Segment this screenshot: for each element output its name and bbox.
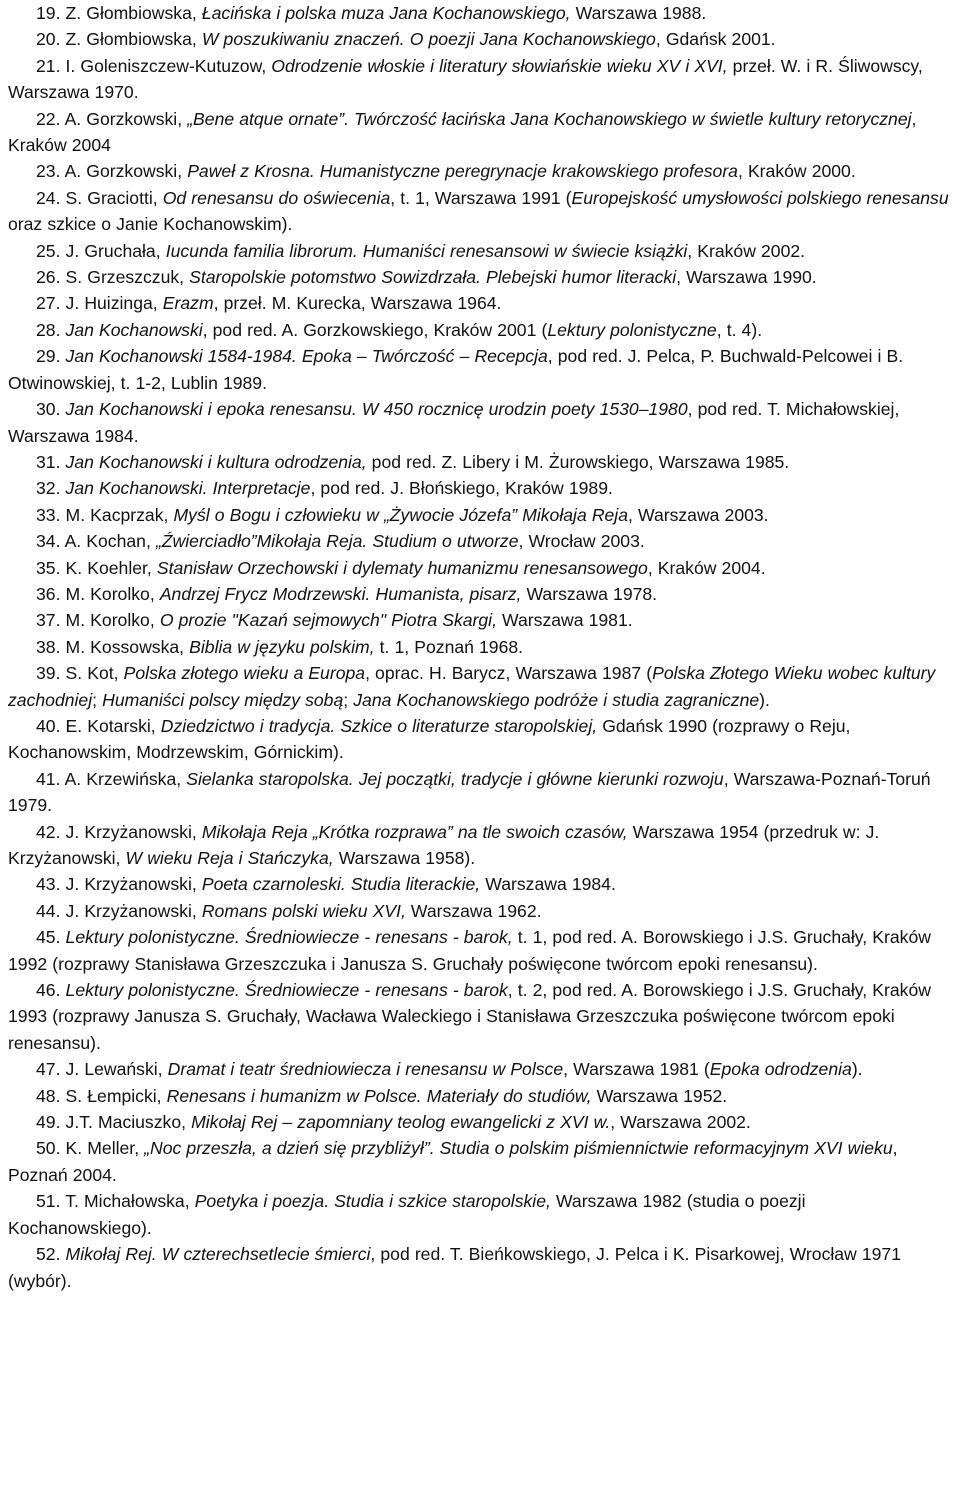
- entry-title-text: Humaniści polscy między sobą: [102, 689, 344, 710]
- bibliography-entry: [8, 449, 952, 475]
- entry-title-text: Łacińska i polska muza Jana Kochanowskiego,: [201, 3, 571, 23]
- entry-text: , Gdańsk 2001.: [655, 29, 776, 50]
- entry-text: 38. M. Kossowska,: [36, 636, 190, 657]
- bibliography-entry: [8, 713, 952, 766]
- entry-text: t. 1, pod red. A. Borowskiego i J.S. Gruchały, Kraków 1992 (rozprawy Stanisława Grzeszczuka i Janusza S. Gruchały poświęcone twórcom epoki renesansu).: [8, 927, 931, 974]
- entry-title-text: Sielanka staropolska. Jej początki, tradycje i główne kierunki rozwoju: [186, 768, 724, 789]
- entry-title-text: Jan Kochanowski i epoka renesansu. W 450 rocznicę urodzin poety 1530–1980: [65, 399, 688, 420]
- entry-text: 49. J.T. Maciuszko,: [36, 1112, 192, 1133]
- entry-text: 28.: [36, 319, 66, 340]
- bibliography-entry: [8, 343, 952, 396]
- entry-text: 21. I. Goleniszczew-Kutuzow,: [36, 55, 272, 76]
- entry-text: 27. J. Huizinga,: [36, 293, 163, 314]
- entry-title-text: „Noc przeszła, a dzień się przybliżył”. Studia o polskim piśmiennictwie reformacyjnym XVI wieku: [144, 1138, 893, 1159]
- bibliography-entry: [8, 660, 952, 713]
- entry-title-text: Andrzej Frycz Modrzewski. Humanista, pisarz,: [159, 583, 522, 604]
- entry-text: 31.: [36, 451, 66, 472]
- entry-text: 46.: [36, 980, 66, 1001]
- bibliography-entry: [8, 53, 952, 106]
- entry-title-text: Paweł z Krosna. Humanistyczne peregrynacje krakowskiego profesora: [187, 161, 738, 182]
- entry-title-text: Dramat i teatr średniowiecza i renesansu w Polsce: [167, 1059, 564, 1080]
- entry-text: 45.: [36, 927, 66, 948]
- entry-text: 19. Z. Głombiowska,: [36, 3, 202, 23]
- entry-title-text: Mikołaj Rej. W czterechsetlecie śmierci: [65, 1244, 371, 1265]
- entry-text: 20. Z. Głombiowska,: [36, 29, 202, 50]
- entry-text: , Wrocław 2003.: [518, 531, 645, 552]
- entry-text: 24. S. Graciotti,: [36, 187, 163, 208]
- bibliography-entry: [8, 290, 952, 316]
- bibliography-entry: [8, 977, 952, 1056]
- entry-title-text: Iucunda familia librorum. Humaniści renesansowi w świecie książki: [165, 240, 688, 261]
- entry-text: , oprac. H. Barycz, Warszawa 1987 (: [365, 663, 653, 684]
- entry-text: 48. S. Łempicki,: [36, 1085, 167, 1106]
- bibliography-entry: [8, 1056, 952, 1082]
- entry-text: Warszawa 1954 (przedruk w: J. Krzyżanowski,: [8, 821, 880, 868]
- entry-text: , Warszawa 1981 (: [563, 1059, 710, 1080]
- entry-text: ).: [851, 1059, 863, 1080]
- entry-text: 34. A. Kochan,: [36, 531, 156, 552]
- entry-text: , t. 2, pod red. A. Borowskiego i J.S. Gruchały, Kraków 1993 (rozprawy Janusza S. Gruchały, Wacława Waleckiego i Stanisława Grzeszczuka poświęcone twórcom epoki renesansu).: [8, 980, 931, 1053]
- entry-text: , Kraków 2004: [8, 108, 917, 156]
- bibliography-entry: [8, 819, 952, 872]
- bibliography-entry: [8, 0, 952, 26]
- entry-title-text: Jan Kochanowski 1584-1984. Epoka – Twórczość – Recepcja: [65, 346, 548, 367]
- entry-title-text: Staropolskie potomstwo Sowizdrzała. Plebejski humor literacki: [189, 267, 677, 288]
- bibliography-entry: [8, 185, 952, 238]
- entry-text: 26. S. Grzeszczuk,: [36, 267, 190, 288]
- entry-title-text: Jan Kochanowski. Interpretacje: [65, 478, 311, 499]
- entry-text: , Kraków 2004.: [647, 557, 766, 578]
- entry-text: , przeł. M. Kurecka, Warszawa 1964.: [213, 293, 502, 314]
- entry-text: ).: [759, 689, 770, 710]
- entry-text: Warszawa 1982 (studia o poezji Kochanowskiego).: [8, 1191, 806, 1238]
- entry-text: 29.: [36, 346, 66, 367]
- entry-text: 39. S. Kot,: [36, 663, 124, 684]
- entry-title-text: Odrodzenie włoskie i literatury słowiańskie wieku XV i XVI,: [271, 55, 728, 76]
- entry-text: , pod red. J. Błońskiego, Kraków 1989.: [310, 478, 613, 499]
- entry-title-text: W wieku Reja i Stańczyka,: [125, 848, 334, 868]
- entry-title-text: Biblia w języku polskim,: [189, 636, 375, 657]
- entry-text: 43. J. Krzyżanowski,: [36, 874, 202, 895]
- entry-text: przeł. W. i R. Śliwowscy, Warszawa 1970.: [8, 55, 923, 103]
- bibliography-entry: [8, 1135, 952, 1188]
- entry-title-text: W poszukiwaniu znaczeń. O poezji Jana Kochanowskiego: [201, 29, 656, 50]
- entry-text: Gdańsk 1990 (rozprawy o Reju, Kochanowskim, Modrzewskim, Górnickim).: [8, 715, 851, 763]
- entry-text: ;: [343, 689, 354, 710]
- bibliography-entry: [8, 1241, 952, 1294]
- entry-text: 33. M. Kacprzak,: [36, 504, 174, 525]
- entry-title-text: Myśl o Bogu i człowieku w „Żywocie Józefa” Mikołaja Reja: [173, 504, 629, 525]
- bibliography-entry: [8, 555, 952, 581]
- bibliography-entry: [8, 1188, 952, 1241]
- bibliography-entry: [8, 158, 952, 184]
- entry-text: 47. J. Lewański,: [36, 1059, 168, 1080]
- entry-text: Warszawa 1984.: [480, 874, 616, 895]
- bibliography-entry: [8, 898, 952, 924]
- entry-text: , Poznań 2004.: [8, 1138, 898, 1185]
- entry-text: 51. T. Michałowska,: [36, 1191, 195, 1212]
- entry-text: pod red. Z. Libery i M. Żurowskiego, Warszawa 1985.: [366, 451, 790, 472]
- entry-title-text: Mikołaj Rej – zapomniany teolog ewangelicki z XVI w.: [191, 1112, 611, 1133]
- entry-title-text: Jan Kochanowski: [65, 319, 203, 340]
- entry-title-text: „Bene atque ornate”. Twórczość łacińska Jana Kochanowskiego w świetle kultury retorycznej: [187, 108, 912, 129]
- entry-text: 42. J. Krzyżanowski,: [36, 821, 202, 842]
- entry-title-text: Romans polski wieku XVI,: [201, 900, 406, 921]
- entry-text: t. 1, Poznań 1968.: [374, 636, 524, 657]
- entry-text: Warszawa 1978.: [521, 583, 658, 604]
- bibliography-entry: [8, 634, 952, 660]
- bibliography-list: [8, 0, 952, 1294]
- entry-title-text: Stanisław Orzechowski i dylematy humanizmu renesansowego: [156, 557, 648, 578]
- entry-text: 30.: [36, 399, 66, 420]
- entry-text: , Warszawa 1990.: [676, 267, 817, 288]
- bibliography-entry: [8, 238, 952, 264]
- entry-text: 41. A. Krzewińska,: [36, 768, 187, 789]
- entry-title-text: Renesans i humanizm w Polsce. Materiały do studiów,: [166, 1085, 592, 1106]
- bibliography-entry: [8, 106, 952, 159]
- entry-text: , pod red. J. Pelca, P. Buchwald-Pelcowei i B. Otwinowskiej, t. 1-2, Lublin 1989.: [8, 346, 904, 393]
- bibliography-entry: [8, 1109, 952, 1135]
- entry-text: 32.: [36, 478, 66, 499]
- entry-title-text: Europejskość umysłowości polskiego renesansu: [571, 187, 949, 208]
- bibliography-entry: [8, 264, 952, 290]
- entry-text: , Kraków 2002.: [687, 240, 806, 261]
- entry-text: 37. M. Korolko,: [36, 610, 160, 631]
- entry-text: , Warszawa 2002.: [610, 1112, 751, 1133]
- entry-text: Warszawa 1952.: [591, 1085, 728, 1106]
- bibliography-entry: [8, 581, 952, 607]
- entry-title-text: Jana Kochanowskiego podróże i studia zagraniczne: [353, 689, 760, 710]
- bibliography-entry: [8, 475, 952, 501]
- entry-title-text: Dziedzictwo i tradycja. Szkice o literaturze staropolskiej,: [160, 715, 598, 736]
- entry-title-text: Polska złotego wieku a Europa: [123, 663, 366, 684]
- entry-text: Warszawa 1958).: [333, 848, 476, 868]
- bibliography-entry: [8, 26, 952, 52]
- bibliography-entry: [8, 924, 952, 977]
- entry-text: , pod red. A. Gorzkowskiego, Kraków 2001 (: [202, 319, 548, 340]
- entry-text: , Warszawa 2003.: [628, 504, 769, 525]
- entry-text: 40. E. Kotarski,: [36, 715, 161, 736]
- entry-title-text: Epoka odrodzenia: [709, 1059, 852, 1080]
- entry-title-text: Lektury polonistyczne. Średniowiecze - renesans - barok,: [65, 927, 513, 948]
- entry-text: 35. K. Koehler,: [36, 557, 157, 578]
- bibliography-entry: [8, 502, 952, 528]
- entry-text: 22. A. Gorzkowski,: [36, 108, 188, 129]
- entry-title-text: Poeta czarnoleski. Studia literackie,: [201, 874, 481, 895]
- entry-text: Warszawa 1981.: [496, 610, 633, 631]
- entry-text: ;: [92, 689, 103, 710]
- bibliography-entry: [8, 317, 952, 343]
- bibliography-entry: [8, 528, 952, 554]
- entry-text: Warszawa 1962.: [405, 900, 542, 921]
- entry-text: oraz szkice o Janie Kochanowskim).: [8, 214, 293, 235]
- entry-text: , Warszawa-Poznań-Toruń 1979.: [8, 768, 931, 816]
- bibliography-entry: [8, 766, 952, 819]
- entry-text: , t. 1, Warszawa 1991 (: [390, 187, 572, 208]
- entry-text: 36. M. Korolko,: [36, 583, 160, 604]
- entry-title-text: Jan Kochanowski i kultura odrodzenia,: [65, 451, 367, 472]
- entry-text: , pod red. T. Bieńkowskiego, J. Pelca i K. Pisarkowej, Wrocław 1971 (wybór).: [8, 1244, 901, 1291]
- entry-title-text: Erazm: [162, 293, 214, 314]
- entry-text: , Kraków 2000.: [737, 161, 856, 182]
- entry-title-text: Od renesansu do oświecenia: [162, 187, 391, 208]
- entry-text: , t. 4).: [716, 319, 763, 340]
- entry-title-text: „Źwierciadło”Mikołaja Reja. Studium o utworze: [155, 531, 519, 552]
- entry-text: 44. J. Krzyżanowski,: [36, 900, 202, 921]
- entry-text: 23. A. Gorzkowski,: [36, 161, 188, 182]
- entry-title-text: Lektury polonistyczne: [547, 319, 717, 340]
- entry-text: 50. K. Meller,: [36, 1138, 145, 1159]
- entry-text: , pod red. T. Michałowskiej, Warszawa 1984.: [8, 399, 900, 446]
- entry-title-text: Poetyka i poezja. Studia i szkice staropolskie,: [194, 1191, 551, 1212]
- bibliography-entry: [8, 396, 952, 449]
- entry-title-text: Polska Złotego Wieku wobec kultury zachodniej: [8, 663, 936, 710]
- bibliography-entry: [8, 1083, 952, 1109]
- entry-title-text: Lektury polonistyczne. Średniowiecze - renesans - barok: [65, 980, 508, 1001]
- entry-text: 52.: [36, 1244, 66, 1265]
- entry-title-text: Mikołaja Reja „Krótka rozprawa” na tle swoich czasów,: [201, 821, 628, 842]
- bibliography-entry: [8, 607, 952, 633]
- bibliography-entry: [8, 871, 952, 897]
- entry-text: Warszawa 1988.: [570, 3, 707, 23]
- entry-text: 25. J. Gruchała,: [36, 240, 166, 261]
- entry-title-text: O prozie "Kazań sejmowych" Piotra Skargi,: [159, 610, 497, 631]
